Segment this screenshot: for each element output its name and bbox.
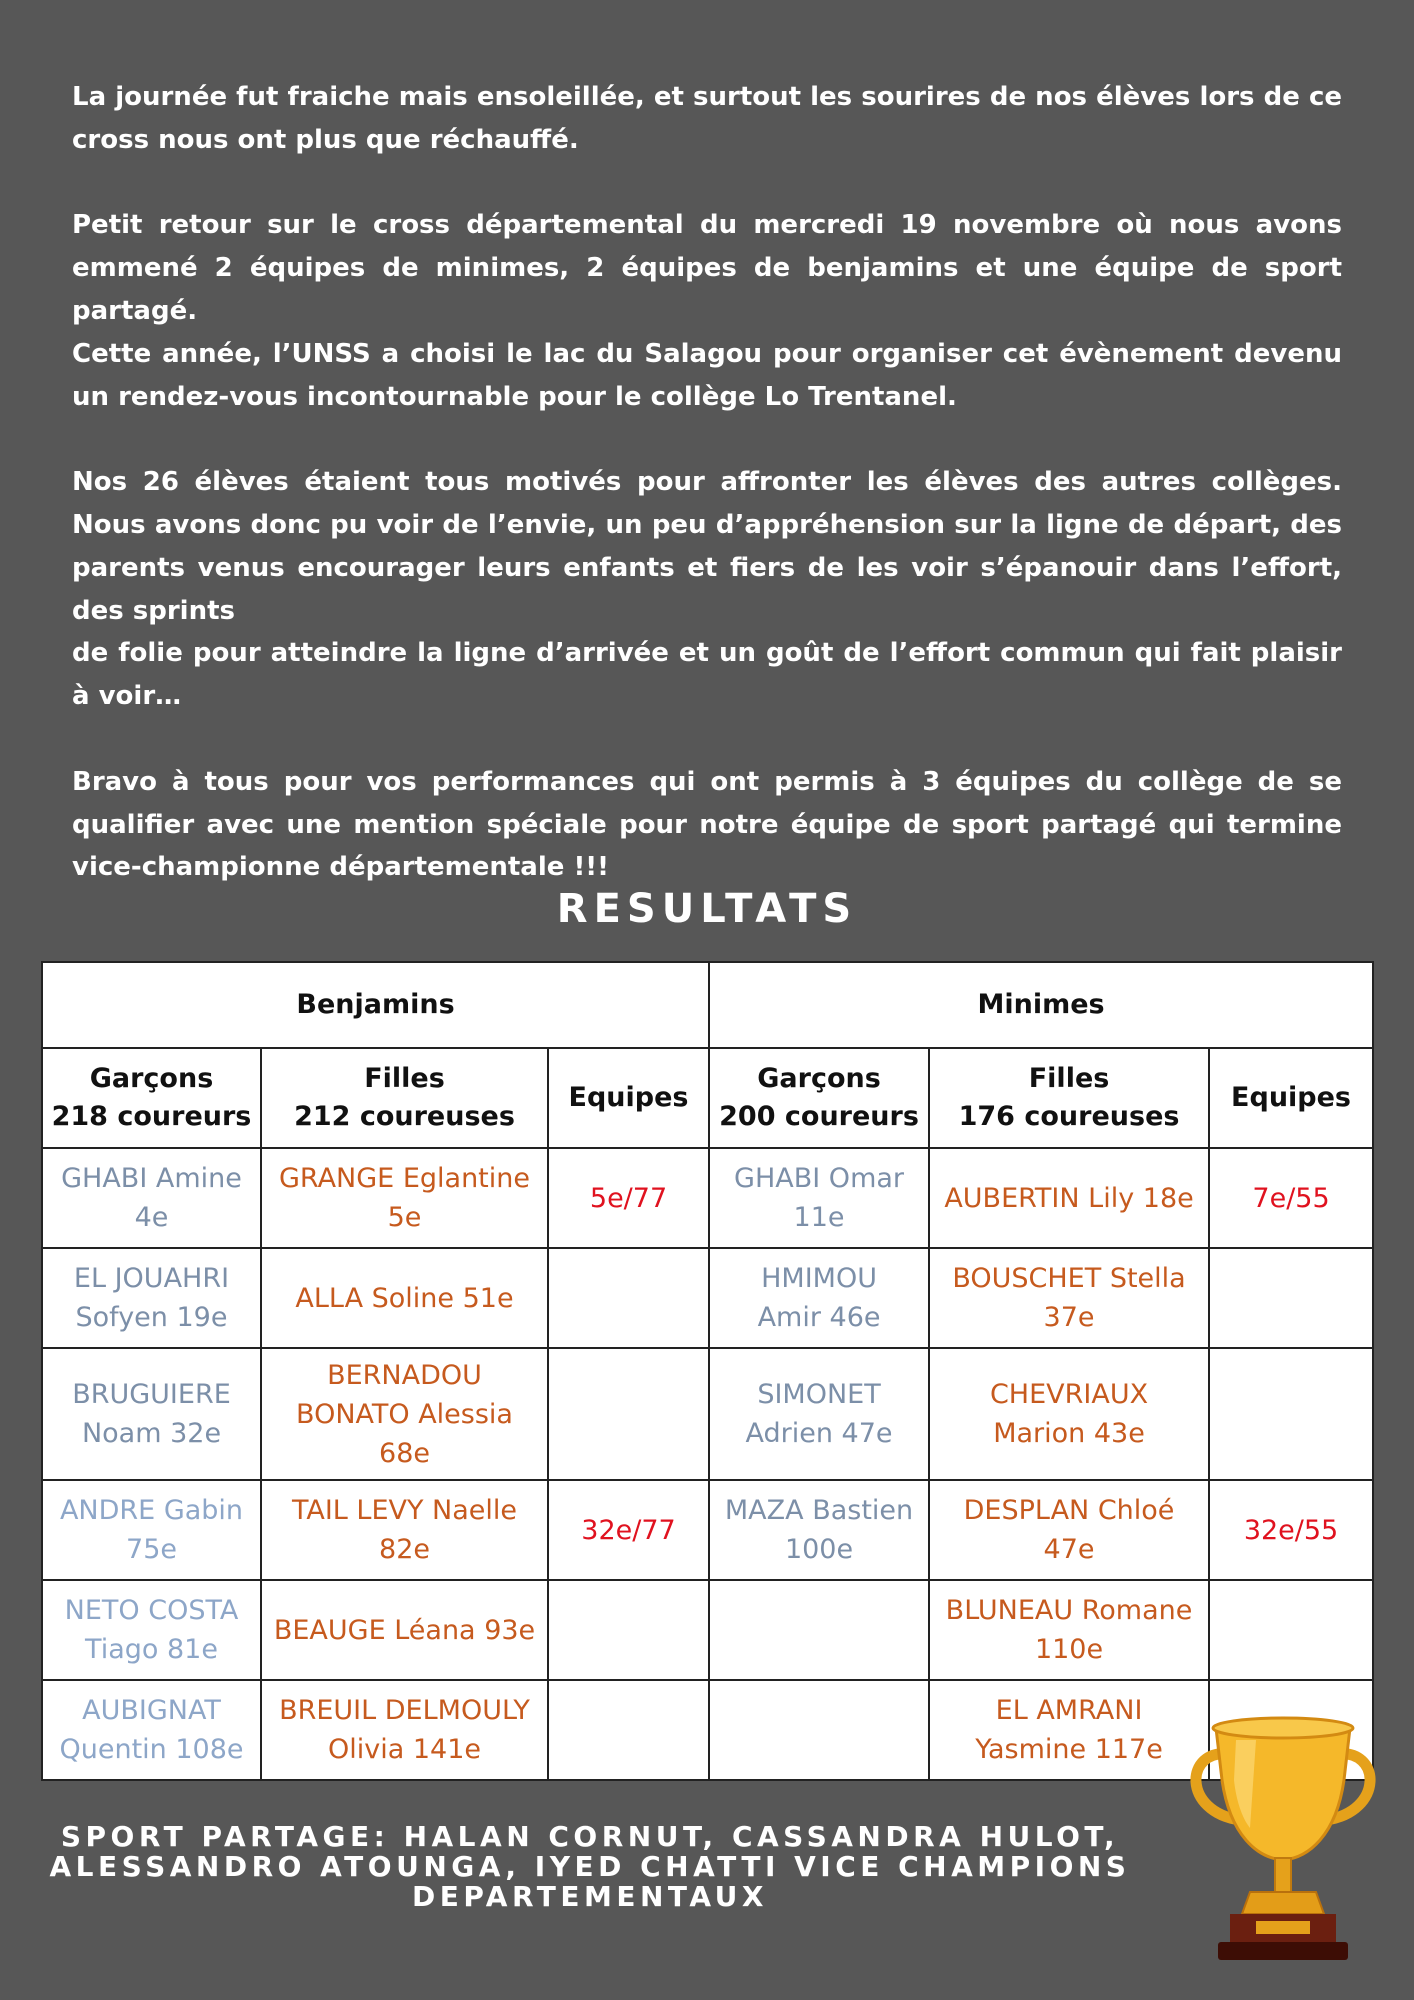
minimes-garcon-cell: SIMONET Adrien 47e [709, 1348, 929, 1480]
benjamins-fille-cell: ALLA Soline 51e [261, 1248, 548, 1348]
minimes-equipe-cell [1209, 1248, 1373, 1348]
header-benjamins-equipes: Equipes [548, 1048, 709, 1148]
header-benjamins-garcons: Garçons 218 coureurs [42, 1048, 261, 1148]
intro-paragraph-4: Nos 26 élèves étaient tous motivés pour affronter les élèves des autres collèges. Nous avons donc pu voir de l’envie, un peu d’appréhension sur la ligne de départ, des parents venus encourager leurs enfants et fiers de les voir s’épanouir dans l’effort, des sprints [72, 467, 1342, 626]
results-title: RESULTATS [556, 886, 858, 932]
article-text [72, 76, 1342, 889]
benjamins-fille-cell: BEAUGE Léana 93e [261, 1580, 548, 1680]
benjamins-equipe-cell [548, 1248, 709, 1348]
minimes-garcon-cell: GHABI Omar 11e [709, 1148, 929, 1248]
benjamins-fille-cell: TAIL LEVY Naelle 82e [261, 1480, 548, 1580]
group-header-benjamins: Benjamins [42, 962, 709, 1048]
results-body [42, 1148, 1373, 1780]
intro-paragraph-3: Cette année, l’UNSS a choisi le lac du Salagou pour organiser cet évènement devenu un rendez-vous incontournable pour le collège Lo Trentanel. [72, 338, 1342, 412]
intro-paragraph-2: Petit retour sur le cross départemental du mercredi 19 novembre où nous avons emmené 2 équipes de minimes, 2 équipes de benjamins et une équipe de sport partagé. [72, 210, 1342, 326]
sport-partage-caption [40, 1822, 1140, 1912]
table-row [42, 1480, 1373, 1580]
caption-line: SPORT PARTAGE: HALAN CORNUT, CASSANDRA HULOT, [60, 1820, 1120, 1853]
minimes-equipe-cell: 32e/55 [1209, 1480, 1373, 1580]
table-row [42, 1148, 1373, 1248]
minimes-garcon-cell [709, 1580, 929, 1680]
results-table [41, 961, 1374, 1781]
benjamins-garcon-cell: BRUGUIERE Noam 32e [42, 1348, 261, 1480]
table-row [42, 1248, 1373, 1348]
minimes-equipe-cell [1209, 1348, 1373, 1480]
benjamins-equipe-cell: 32e/77 [548, 1480, 709, 1580]
minimes-garcon-cell: HMIMOU Amir 46e [709, 1248, 929, 1348]
minimes-garcon-cell [709, 1680, 929, 1780]
benjamins-garcon-cell: ANDRE Gabin 75e [42, 1480, 261, 1580]
caption-line: DEPARTEMENTAUX [411, 1880, 768, 1913]
benjamins-equipe-cell [548, 1348, 709, 1480]
intro-paragraph-5: de folie pour atteindre la ligne d’arrivée et un goût de l’effort commun qui fait plaisir à voir… [72, 638, 1342, 712]
minimes-fille-cell: BLUNEAU Romane 110e [929, 1580, 1209, 1680]
benjamins-fille-cell: GRANGE Eglantine 5e [261, 1148, 548, 1248]
benjamins-garcon-cell: EL JOUAHRI Sofyen 19e [42, 1248, 261, 1348]
minimes-equipe-cell [1209, 1580, 1373, 1680]
benjamins-fille-cell: BREUIL DELMOULY Olivia 141e [261, 1680, 548, 1780]
group-header-minimes: Minimes [709, 962, 1373, 1048]
minimes-equipe-cell: 7e/55 [1209, 1148, 1373, 1248]
minimes-fille-cell: EL AMRANI Yasmine 117e [929, 1680, 1209, 1780]
minimes-fille-cell: BOUSCHET Stella 37e [929, 1248, 1209, 1348]
intro-paragraph-6: Bravo à tous pour vos performances qui ont permis à 3 équipes du collège de se qualifier avec une mention spéciale pour notre équipe de sport partagé qui termine vice-championne départementale !!! [72, 766, 1342, 883]
minimes-fille-cell: AUBERTIN Lily 18e [929, 1148, 1209, 1248]
benjamins-garcon-cell: NETO COSTA Tiago 81e [42, 1580, 261, 1680]
header-minimes-garcons: Garçons 200 coureurs [709, 1048, 929, 1148]
table-row [42, 1680, 1373, 1780]
header-minimes-filles: Filles 176 coureuses [929, 1048, 1209, 1148]
minimes-garcon-cell: MAZA Bastien 100e [709, 1480, 929, 1580]
caption-line: ALESSANDRO ATOUNGA, IYED CHATTI VICE CHAMPIONS [49, 1850, 1131, 1883]
benjamins-garcon-cell: GHABI Amine 4e [42, 1148, 261, 1248]
trophy-icon [1178, 1708, 1388, 1970]
benjamins-equipe-cell [548, 1680, 709, 1780]
header-benjamins-filles: Filles 212 coureuses [261, 1048, 548, 1148]
benjamins-garcon-cell: AUBIGNAT Quentin 108e [42, 1680, 261, 1780]
minimes-fille-cell: DESPLAN Chloé 47e [929, 1480, 1209, 1580]
header-minimes-equipes: Equipes [1209, 1048, 1373, 1148]
intro-paragraph-1: La journée fut fraiche mais ensoleillée, et surtout les sourires de nos élèves lors de ce cross nous ont plus que réchauffé. [72, 82, 1342, 155]
benjamins-equipe-cell: 5e/77 [548, 1148, 709, 1248]
table-row [42, 1580, 1373, 1680]
benjamins-fille-cell: BERNADOU BONATO Alessia 68e [261, 1348, 548, 1480]
benjamins-equipe-cell [548, 1580, 709, 1680]
minimes-fille-cell: CHEVRIAUX Marion 43e [929, 1348, 1209, 1480]
table-row [42, 1348, 1373, 1480]
